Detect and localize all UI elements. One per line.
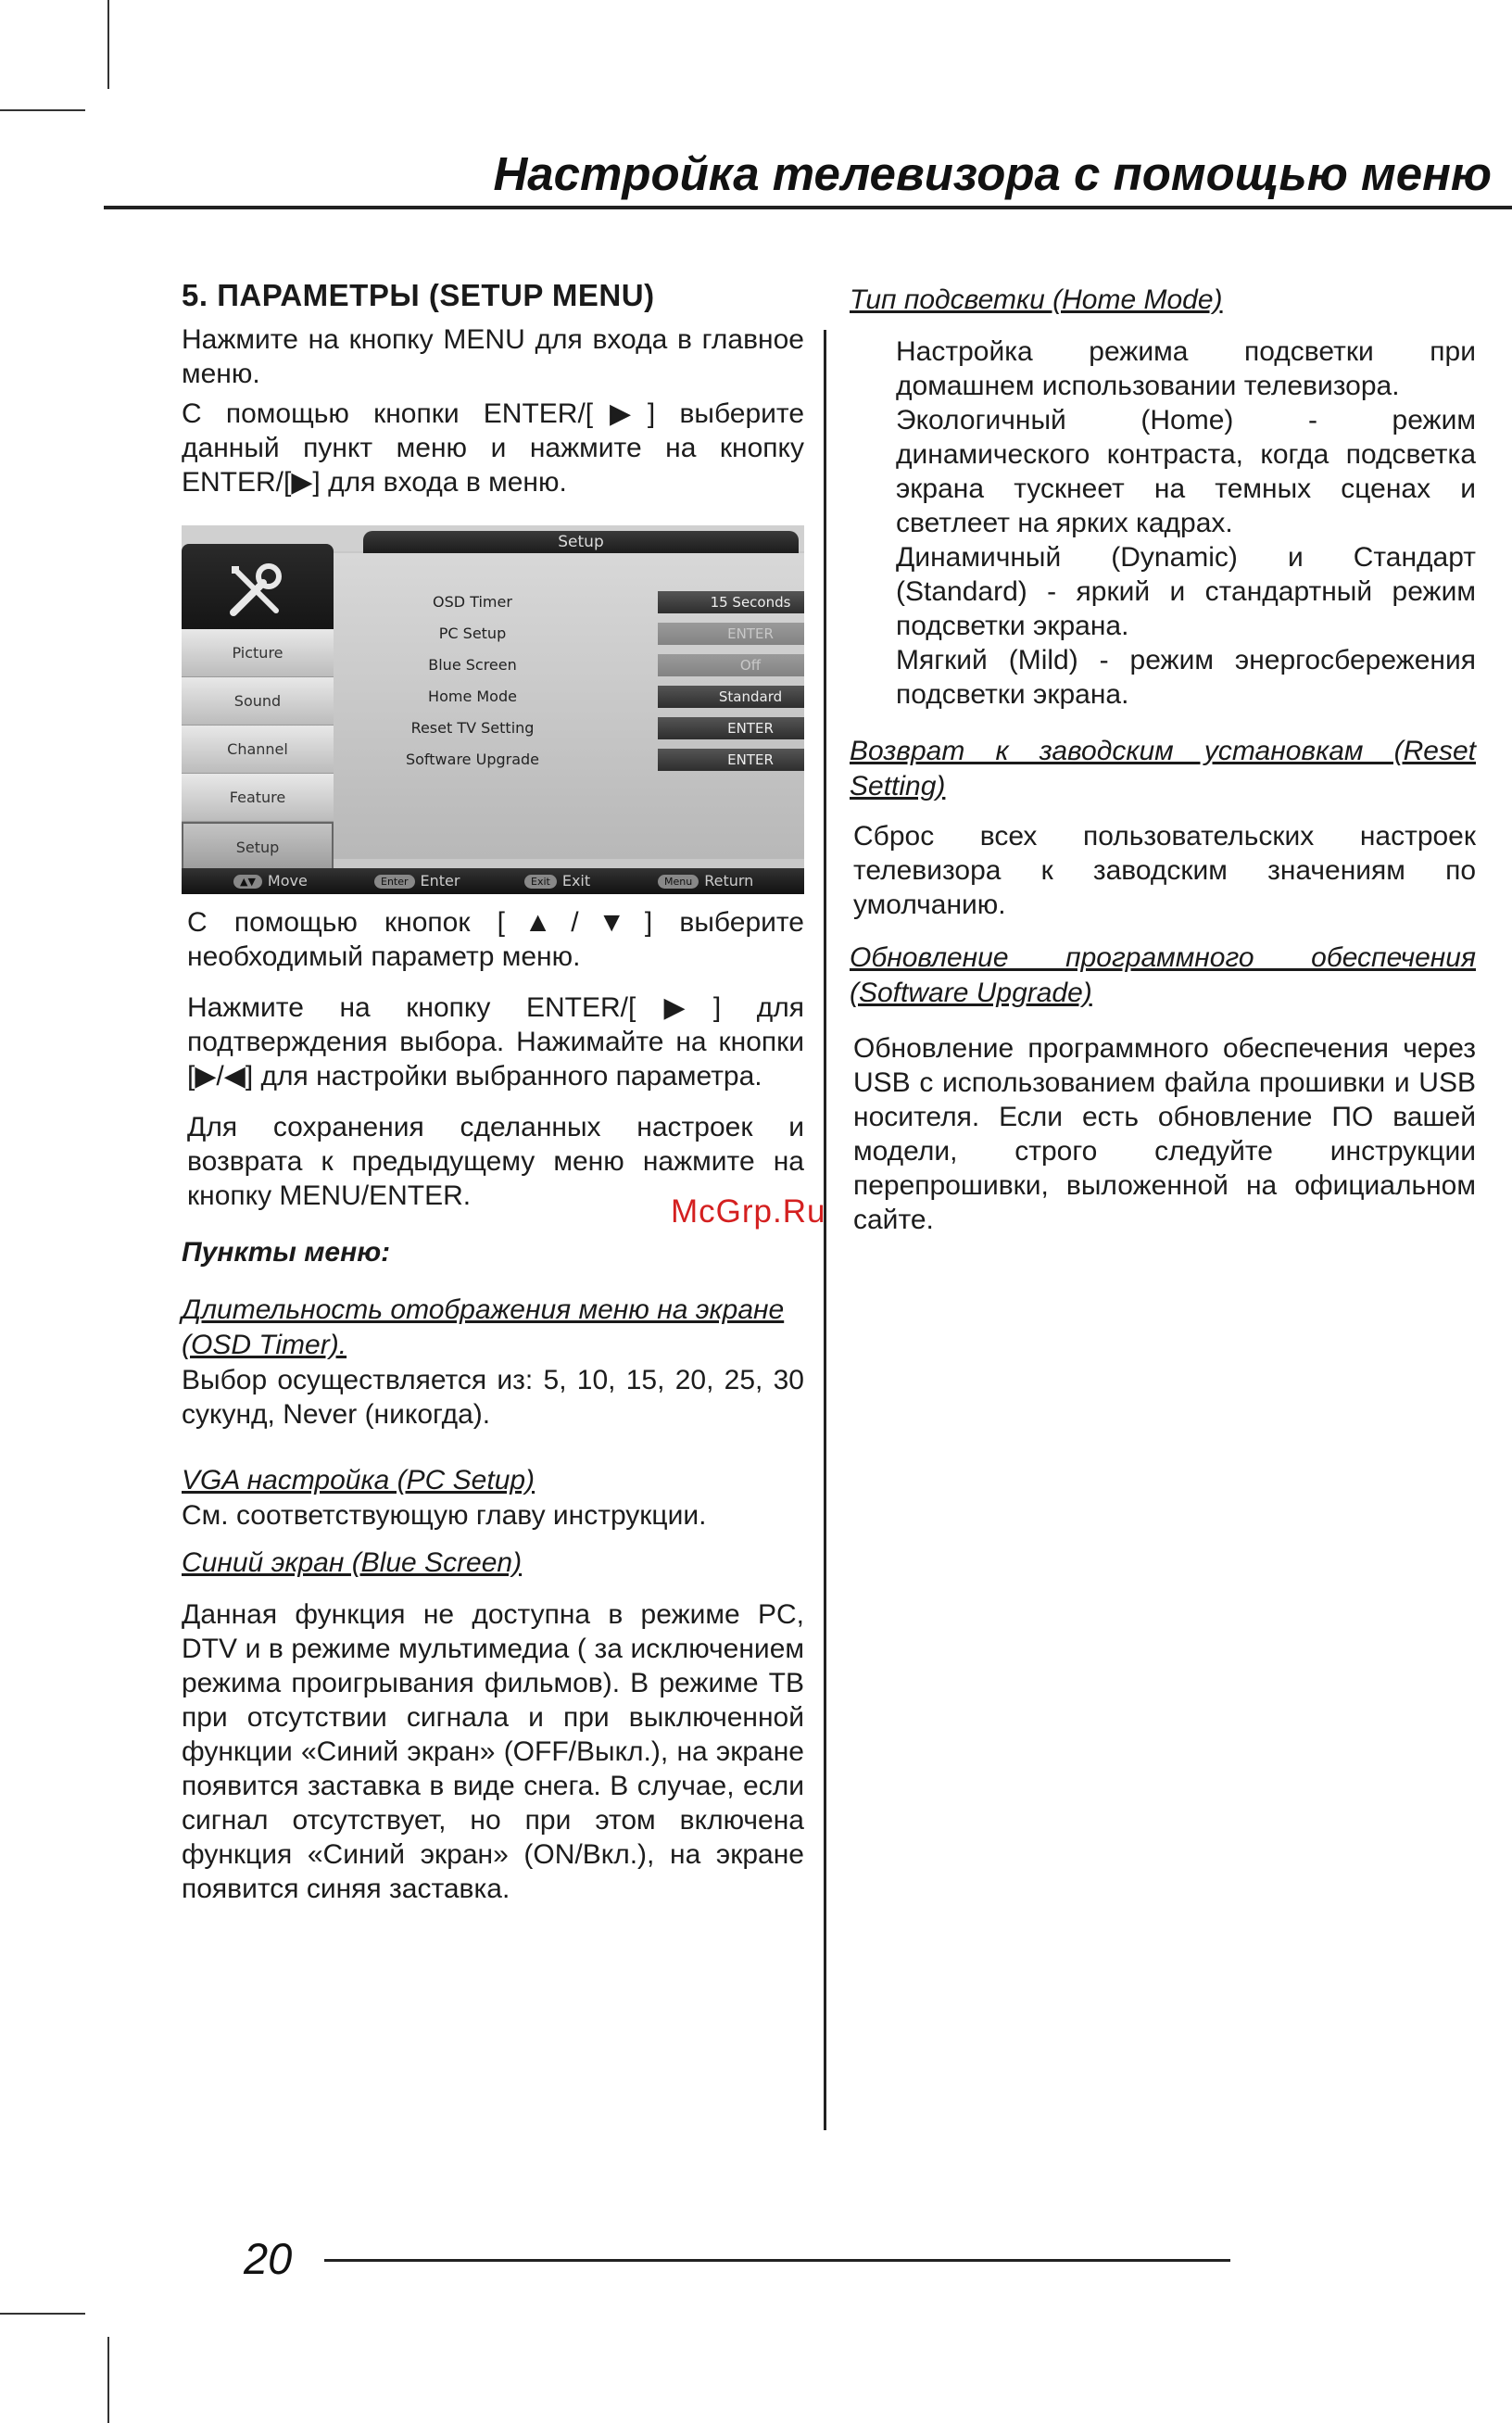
- tv-row-pc-setup: [334, 620, 804, 648]
- tv-row-blue-screen: [334, 651, 804, 679]
- software-upgrade-text: Обновление программного обеспечения через USB с использованием файла прошивки и USB носителя. Если есть обновление ПО вашей модели, строго следуйте инструкции перепрошивки, выложенной на официальном сайте.: [853, 1033, 1476, 1235]
- home-mode-title: Тип подсветки (Home Mode): [850, 284, 1223, 315]
- tv-row-value: 15 Seconds: [658, 591, 804, 613]
- page-header-title: Настройка телевизора с помощью меню: [493, 147, 1492, 200]
- tv-hint-label: Move: [267, 872, 308, 890]
- crop-mark-bottom-vertical: [107, 2337, 109, 2423]
- tv-row-value: Off: [658, 654, 804, 676]
- tv-hint-exit: [524, 872, 590, 890]
- tv-menu-title: Setup: [363, 531, 799, 553]
- home-mode-text-1: Настройка режима подсветки при домашнем использовании телевизора.: [896, 336, 1476, 401]
- tv-sidebar-item-picture: Picture: [182, 629, 334, 677]
- tv-row-value: ENTER: [658, 623, 804, 645]
- tv-row-value: ENTER: [658, 749, 804, 771]
- tv-hint-bar: [182, 868, 804, 894]
- section-title: 5. ПАРАМЕТРЫ (SETUP MENU): [182, 278, 655, 312]
- tv-sidebar-item-feature: Feature: [182, 774, 334, 822]
- nav-paragraph-2: Нажмите на кнопку ENTER/[▶] для подтверждения выбора. Нажимайте на кнопки [▶/◀] для настройки выбранного параметра.: [187, 992, 804, 1092]
- intro-paragraph-1: Нажмите на кнопку MENU для входа в главное меню.: [182, 324, 804, 389]
- osd-timer-title: Длительность отображения меню на экране (OSD Timer).: [182, 1294, 785, 1360]
- right-column: [850, 283, 1476, 1237]
- enter-key-icon: Enter: [374, 875, 415, 889]
- pc-setup-text: См. соответствующую главу инструкции.: [182, 1500, 707, 1531]
- reset-setting-text: Сброс всех пользовательских настроек телевизора к заводским значениям по умолчанию.: [853, 821, 1476, 920]
- home-mode-text-3: Динамичный (Dynamic) и Стандарт (Standard) - яркий и стандартный режим подсветки экрана.: [896, 542, 1476, 641]
- blue-screen-title: Синий экран (Blue Screen): [182, 1547, 523, 1578]
- software-upgrade-title: Обновление программного обеспечения (Software Upgrade): [850, 942, 1476, 1008]
- osd-timer-text: Выбор осуществляется из: 5, 10, 15, 20, 25, 30 сукунд, Never (никогда).: [182, 1365, 804, 1430]
- footer-rule: [324, 2259, 1230, 2262]
- tv-hint-enter: [374, 872, 460, 890]
- home-mode-body: [850, 334, 1476, 712]
- intro-paragraph-2: С помощью кнопки ENTER/[▶] выберите данный пункт меню и нажмите на кнопку ENTER/[▶] для входа в меню.: [182, 398, 804, 498]
- tv-row-label: Reset TV Setting: [410, 719, 535, 737]
- tv-hint-label: Return: [704, 872, 754, 890]
- tv-row-label: Software Upgrade: [405, 751, 540, 768]
- tv-row-label: Blue Screen: [428, 656, 517, 674]
- menu-key-icon: Menu: [658, 875, 699, 889]
- tv-setup-menu-screenshot: [182, 525, 804, 894]
- navigation-instructions: [182, 905, 804, 1213]
- page-number: 20: [244, 2234, 293, 2283]
- tv-row-value: Standard: [658, 686, 804, 708]
- blue-screen-text: Данная функция не доступна в режиме PC, DTV и в режиме мультимедиа ( за исключением режима проигрывания фильмов). В режиме ТВ при отсутствии сигнала и при выключенной функции «Синий экран» (OFF/Выкл.), на экране появится заставка в виде снега. В случае, если сигнал отсутствует, но при этом включена функция «Синий экран» (ON/Вкл.), на экране появится синяя заставка.: [182, 1599, 804, 1904]
- tv-hint-label: Enter: [420, 872, 460, 890]
- home-mode-text-4: Мягкий (Mild) - режим энергосбережения подсветки экрана.: [896, 645, 1476, 710]
- tv-hint-return: [658, 872, 753, 890]
- tv-sidebar: [182, 629, 334, 873]
- nav-paragraph-1: С помощью кнопок [▲/▼] выберите необходимый параметр меню.: [187, 907, 804, 972]
- watermark: McGrp.Ru: [671, 1193, 826, 1230]
- crop-mark-top-horizontal: [0, 109, 85, 111]
- nav-paragraph-3: Для сохранения сделанных настроек и возврата к предыдущему меню нажмите на кнопку MENU/ENTER.: [187, 1112, 804, 1211]
- tv-hint-label: Exit: [561, 872, 591, 890]
- reset-setting-title: Возврат к заводским установкам (Reset Setting): [850, 736, 1476, 801]
- tv-sidebar-item-sound: Sound: [182, 677, 334, 726]
- header-rule: [104, 206, 1512, 209]
- tv-sidebar-item-channel: Channel: [182, 726, 334, 774]
- home-mode-text-2: Экологичный (Home) - режим динамического контраста, когда подсветка экрана тускнеет на темных сценах и светлеет на ярких кадрах.: [896, 405, 1476, 538]
- tv-row-label: PC Setup: [438, 625, 507, 642]
- tv-row-software-upgrade: [334, 746, 804, 774]
- tv-row-label: Home Mode: [428, 688, 517, 705]
- up-down-key-icon: ▲▼: [233, 875, 262, 889]
- wrench-screwdriver-icon: [226, 561, 285, 620]
- crop-mark-bottom-horizontal: [0, 2313, 85, 2315]
- pc-setup-title: VGA настройка (PC Setup): [182, 1465, 536, 1495]
- tv-row-value: ENTER: [658, 717, 804, 739]
- menu-items-heading: Пункты меню:: [182, 1237, 391, 1268]
- left-column: [182, 278, 804, 1906]
- tv-row-reset-tv-setting: [334, 714, 804, 742]
- crop-mark-top-vertical: [107, 0, 109, 89]
- exit-key-icon: Exit: [524, 875, 557, 889]
- tv-row-home-mode: [334, 683, 804, 711]
- tv-sidebar-item-setup: Setup: [182, 822, 334, 873]
- tv-row-label: OSD Timer: [433, 593, 512, 611]
- tv-menu-panel: [334, 553, 804, 859]
- tv-row-osd-timer: [334, 588, 804, 616]
- tv-hint-move: [233, 872, 308, 890]
